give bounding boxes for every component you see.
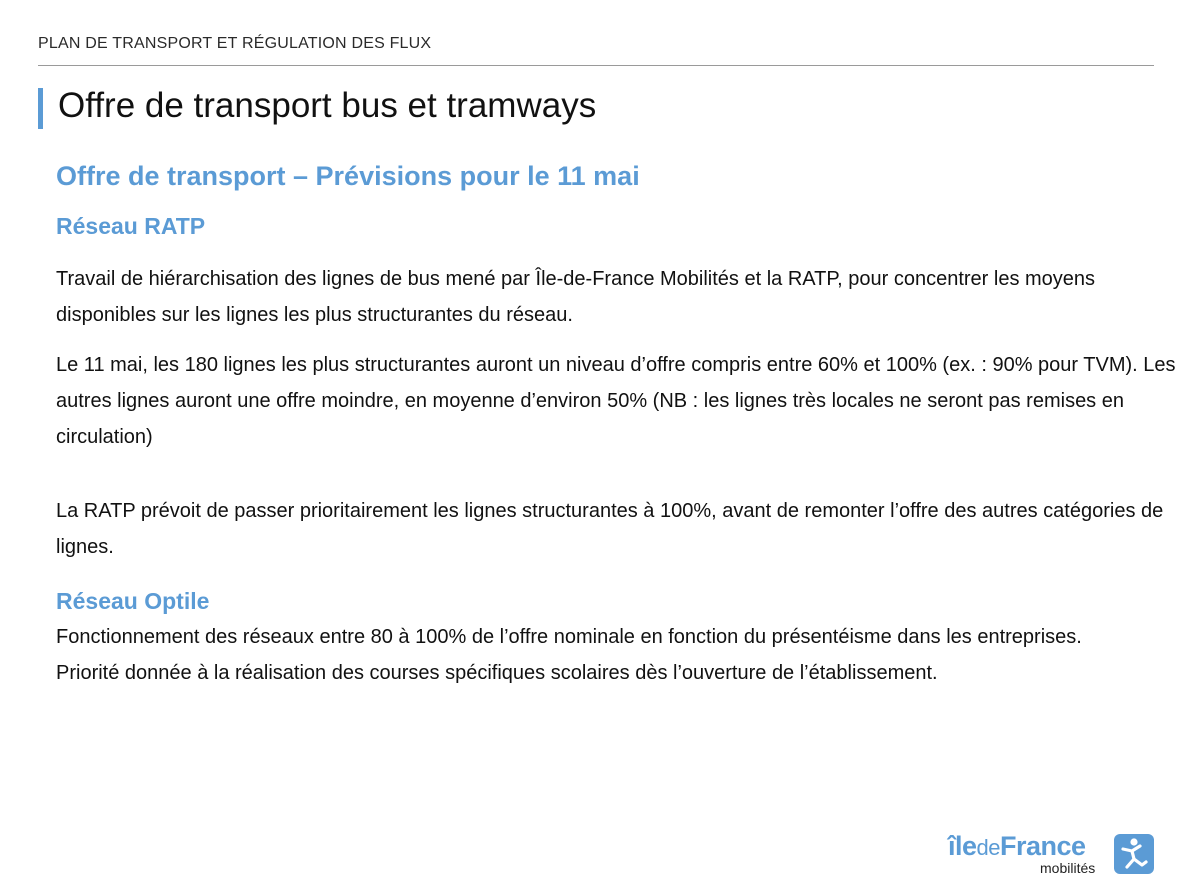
slide-content xyxy=(56,156,1176,691)
ratp-paragraph-1: Travail de hiérarchisation des lignes de bus mené par Île-de-France Mobilités et la RATP, pour concentrer les moyens disponibles sur les lignes les plus structurantes du réseau. xyxy=(56,268,1096,326)
section-heading-optile: Réseau Optile xyxy=(56,588,210,614)
logo-wordmark xyxy=(948,831,1086,863)
pedestrian-icon xyxy=(1114,834,1154,874)
logo-subtitle: mobilités xyxy=(1040,860,1096,876)
iledefrance-mobilites-logo xyxy=(948,831,1158,881)
section-heading-ratp: Réseau RATP xyxy=(56,213,206,239)
logo-wordmark-de: de xyxy=(976,835,1001,860)
ratp-paragraph-2: Le 11 mai, les 180 lignes les plus structurantes auront un niveau d’offre compris entre 60% et 100% (ex. : 90% pour TVM). Les autres lignes auront une offre moindre, en moyenne d’environ 50% (NB : les lignes très locales ne seront pas remises en circulation) xyxy=(56,354,1176,448)
logo-wordmark-ile: île xyxy=(948,831,977,861)
optile-paragraph-2: Priorité donnée à la réalisation des courses spécifiques scolaires dès l’ouverture de l’établissement. xyxy=(56,662,938,684)
logo-wordmark-france: France xyxy=(1000,831,1086,861)
ratp-paragraph-3: La RATP prévoit de passer prioritairement les lignes structurantes à 100%, avant de remonter l’offre des autres catégories de lignes. xyxy=(56,500,1164,558)
header-label: PLAN DE TRANSPORT ET RÉGULATION DES FLUX xyxy=(38,35,432,52)
title-accent-bar xyxy=(38,88,43,129)
page-subtitle: Offre de transport – Prévisions pour le 11 mai xyxy=(56,161,640,191)
optile-paragraph-1: Fonctionnement des réseaux entre 80 à 100% de l’offre nominale en fonction du présentéisme dans les entreprises. xyxy=(56,626,1082,648)
header-divider xyxy=(38,65,1154,66)
page-title: Offre de transport bus et tramways xyxy=(58,86,597,125)
